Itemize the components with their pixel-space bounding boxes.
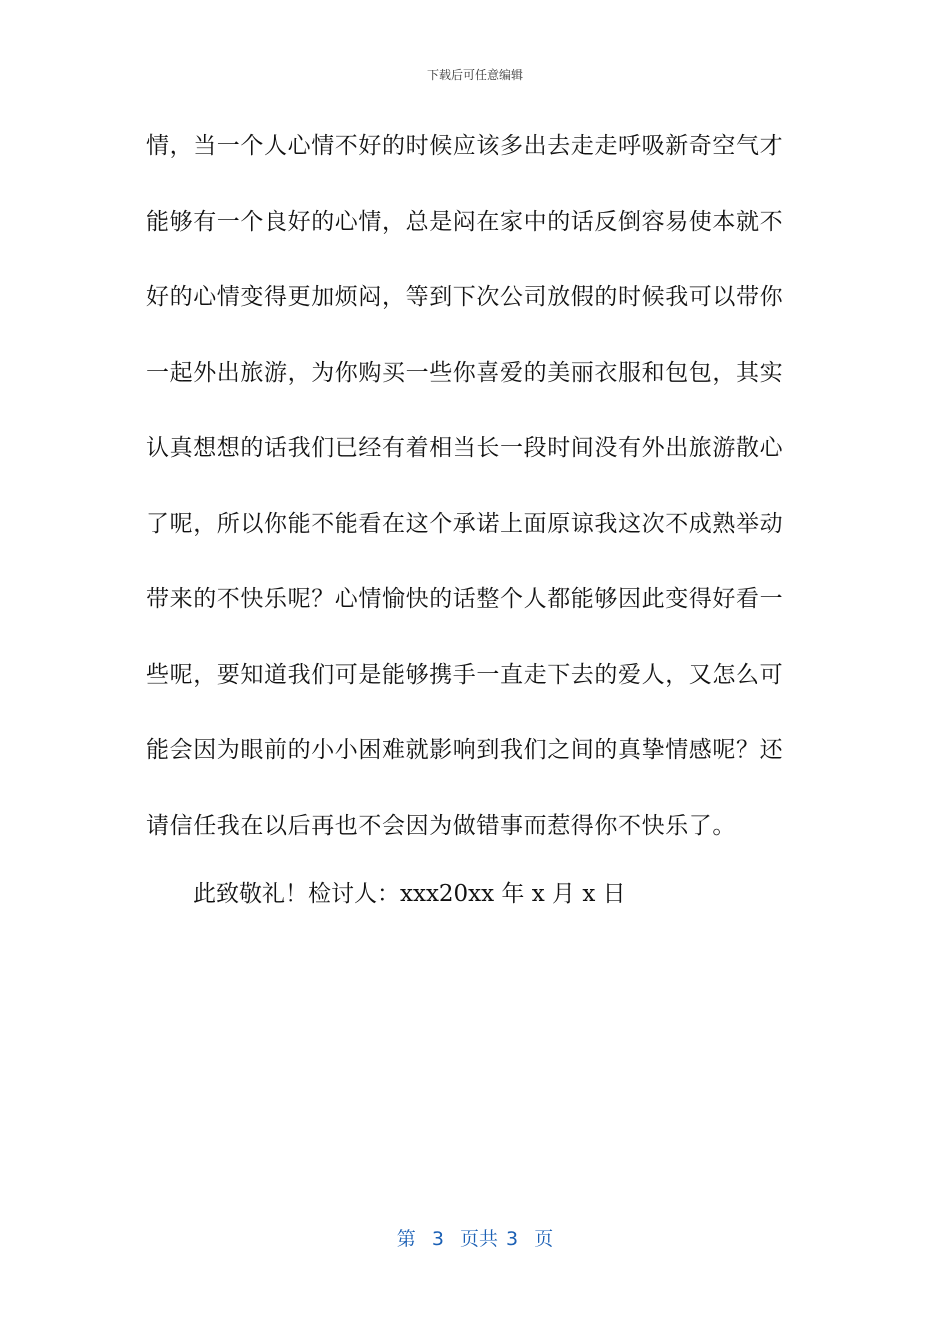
body-line: 些呢，要知道我们可是能够携手一直走下去的爱人，又怎么可 bbox=[146, 661, 784, 688]
body-line: 能够有一个良好的心情，总是闷在家中的话反倒容易使本就不 bbox=[146, 208, 784, 235]
body-line: 了呢，所以你能不能看在这个承诺上面原谅我这次不成熟举动 bbox=[146, 510, 784, 537]
page-number-footer bbox=[0, 1224, 950, 1251]
body-line: 能会因为眼前的小小困难就影响到我们之间的真挚情感呢？还 bbox=[146, 737, 784, 763]
body-line: 带来的不快乐呢？心情愉快的话整个人都能够因此变得好看一 bbox=[146, 586, 784, 612]
closing-signature: 此致敬礼！检讨人：xxx20xx 年 x 月 x 日 bbox=[193, 881, 626, 907]
body-line: 好的心情变得更加烦闷，等到下次公司放假的时候我可以带你 bbox=[146, 284, 784, 310]
document-body bbox=[146, 120, 806, 875]
body-line: 认真想想的话我们已经有着相当长一段时间没有外出旅游散心 bbox=[146, 435, 784, 461]
page-number-label: 第 3 页共 3 页 bbox=[396, 1228, 554, 1250]
body-line: 请信任我在以后再也不会因为做错事而惹得你不快乐了。 bbox=[146, 812, 736, 839]
body-line: 情，当一个人心情不好的时候应该多出去走走呼吸新奇空气才 bbox=[146, 133, 784, 159]
body-line: 一起外出旅游，为你购买一些你喜爱的美丽衣服和包包，其实 bbox=[146, 359, 784, 386]
page-header-note: 下载后可任意编辑 bbox=[426, 68, 523, 82]
